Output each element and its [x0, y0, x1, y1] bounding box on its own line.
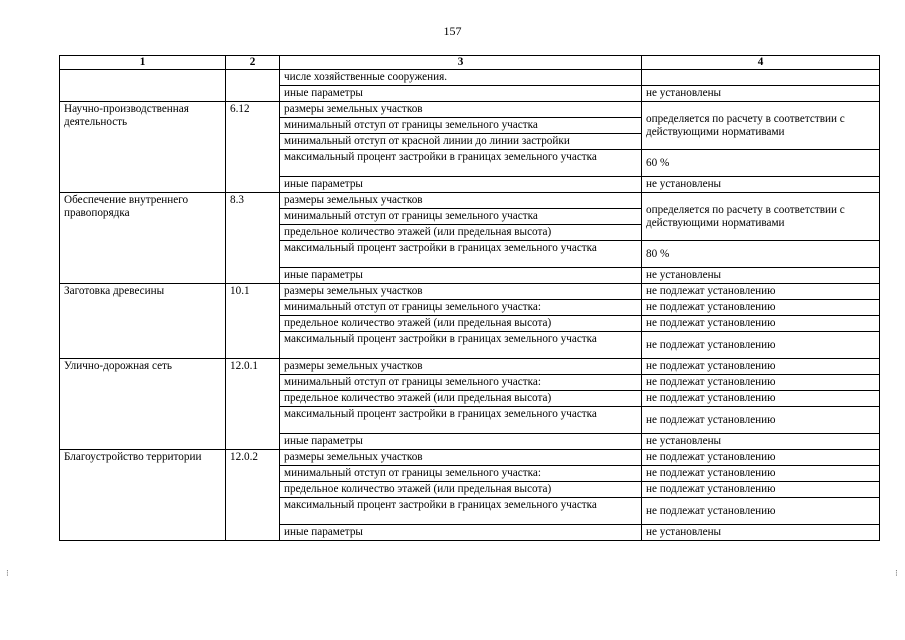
value-cell: не подлежат установлению: [642, 300, 880, 316]
parameter-cell: максимальный процент застройки в границах земельного участка: [280, 498, 642, 525]
column-header: 1: [60, 56, 226, 70]
table-header-row: [60, 56, 880, 70]
column-header: 2: [226, 56, 280, 70]
parameter-cell: размеры земельных участков: [280, 284, 642, 300]
land-use-code-cell: [226, 70, 280, 102]
value-cell: не подлежат установлению: [642, 332, 880, 359]
land-use-code-cell: 8.3: [226, 193, 280, 284]
column-header: 4: [642, 56, 880, 70]
land-use-name-cell: Благоустройство территории: [60, 450, 226, 541]
value-cell: не установлены: [642, 177, 880, 193]
parameter-cell: минимальный отступ от красной линии до линии застройки: [280, 134, 642, 150]
value-cell: не подлежат установлению: [642, 375, 880, 391]
parameter-cell: минимальный отступ от границы земельного участка:: [280, 466, 642, 482]
land-use-code-cell: 12.0.2: [226, 450, 280, 541]
value-cell: не подлежат установлению: [642, 450, 880, 466]
value-cell: 60 %: [642, 150, 880, 177]
scan-edge-mark: ⁝: [895, 568, 898, 578]
parameter-cell: иные параметры: [280, 177, 642, 193]
parameter-cell: числе хозяйственные сооружения.: [280, 70, 642, 86]
parameter-cell: максимальный процент застройки в границах земельного участка: [280, 407, 642, 434]
parameter-cell: иные параметры: [280, 86, 642, 102]
land-use-code-cell: 6.12: [226, 102, 280, 193]
value-cell: не установлены: [642, 86, 880, 102]
value-cell: не установлены: [642, 268, 880, 284]
parameter-cell: размеры земельных участков: [280, 102, 642, 118]
column-header: 3: [280, 56, 642, 70]
parameter-cell: иные параметры: [280, 525, 642, 541]
table-body: [60, 70, 880, 541]
value-cell: не подлежат установлению: [642, 359, 880, 375]
page-number: 157: [443, 24, 462, 38]
parameter-cell: предельное количество этажей (или предельная высота): [280, 316, 642, 332]
land-use-name-cell: Заготовка древесины: [60, 284, 226, 359]
value-cell: не подлежат установлению: [642, 316, 880, 332]
value-cell: не установлены: [642, 434, 880, 450]
parameter-cell: предельное количество этажей (или предельная высота): [280, 391, 642, 407]
land-use-name-cell: Улично-дорожная сеть: [60, 359, 226, 450]
table-row: [60, 193, 880, 209]
scan-edge-mark: ⁝: [6, 568, 9, 578]
parameter-cell: максимальный процент застройки в границах земельного участка: [280, 241, 642, 268]
parameter-cell: минимальный отступ от границы земельного участка:: [280, 375, 642, 391]
value-cell: не подлежат установлению: [642, 391, 880, 407]
value-cell: 80 %: [642, 241, 880, 268]
value-cell: [642, 70, 880, 86]
parameter-cell: минимальный отступ от границы земельного участка: [280, 209, 642, 225]
parameter-cell: максимальный процент застройки в границах земельного участка: [280, 150, 642, 177]
value-cell: не установлены: [642, 525, 880, 541]
parameter-cell: минимальный отступ от границы земельного участка:: [280, 300, 642, 316]
parameter-cell: иные параметры: [280, 434, 642, 450]
parameter-cell: минимальный отступ от границы земельного участка: [280, 118, 642, 134]
value-cell: не подлежат установлению: [642, 466, 880, 482]
parameter-cell: максимальный процент застройки в границах земельного участка: [280, 332, 642, 359]
parameter-cell: размеры земельных участков: [280, 193, 642, 209]
land-use-name-cell: Обеспечение внутреннего правопорядка: [60, 193, 226, 284]
value-cell: не подлежат установлению: [642, 407, 880, 434]
land-use-code-cell: 12.0.1: [226, 359, 280, 450]
parameter-cell: предельное количество этажей (или предельная высота): [280, 482, 642, 498]
value-cell: определяется по расчету в соответствии с действующими нормативами: [642, 193, 880, 241]
table-row: [60, 359, 880, 375]
table-row: [60, 450, 880, 466]
table-row: [60, 284, 880, 300]
parameter-cell: иные параметры: [280, 268, 642, 284]
parameter-cell: предельное количество этажей (или предельная высота): [280, 225, 642, 241]
value-cell: не подлежат установлению: [642, 498, 880, 525]
value-cell: не подлежат установлению: [642, 284, 880, 300]
land-use-table: [59, 55, 880, 541]
land-use-code-cell: 10.1: [226, 284, 280, 359]
parameter-cell: размеры земельных участков: [280, 359, 642, 375]
land-use-name-cell: [60, 70, 226, 102]
table-row: [60, 102, 880, 118]
parameter-cell: размеры земельных участков: [280, 450, 642, 466]
table-row: [60, 70, 880, 86]
value-cell: не подлежат установлению: [642, 482, 880, 498]
value-cell: определяется по расчету в соответствии с действующими нормативами: [642, 102, 880, 150]
land-use-name-cell: Научно-производственная деятельность: [60, 102, 226, 193]
